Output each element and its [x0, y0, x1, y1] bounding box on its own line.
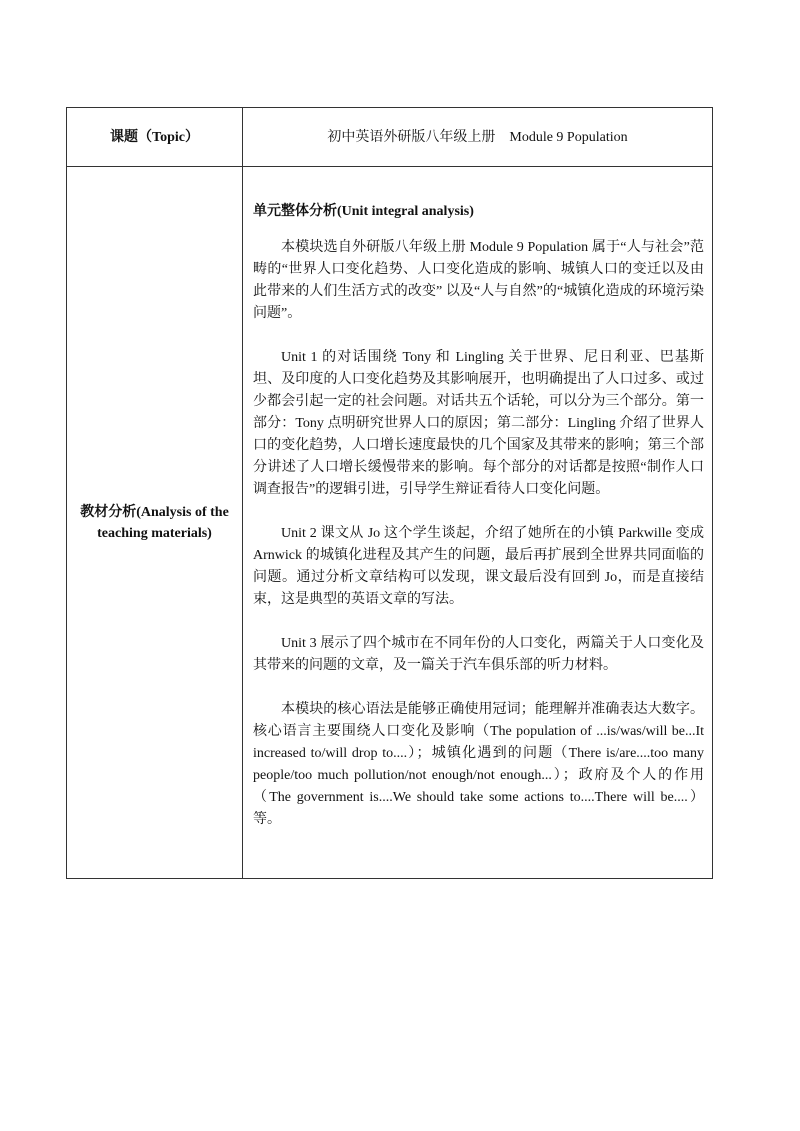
topic-value-cell	[243, 108, 713, 167]
analysis-content-cell	[243, 167, 713, 879]
paragraph-unit-1: Unit 1 的对话围绕 Tony 和 Lingling 关于世界、尼日利亚、巴基斯坦、及印度的人口变化趋势及其影响展开，也明确提出了人口过多、或过少都会引起一定的社会问题。对话共五个话轮，可以分为三个部分。第一部分：Tony 点明研究世界人口的原因；第二部分：Lingling 介绍了世界人口的变化趋势，人口增长速度最快的几个国家及其带来的影响；第三个部分讲述了人口增长缓慢带来的影响。每个部分的对话都是按照“制作人口调查报告”的逻辑引进，引导学生辩证看待人口变化问题。	[253, 350, 704, 497]
analysis-row	[67, 167, 713, 879]
paragraph-unit-2: Unit 2 课文从 Jo 这个学生谈起，介绍了她所在的小镇 Parkwille 变成 Arnwick 的城镇化进程及其产生的问题，最后再扩展到全世界共同面临的问题。通过分析文章结构可以发现，课文最后没有回到 Jo，而是直接结束，这是典型的英语文章的写法。	[253, 526, 704, 607]
topic-label: 课题（Topic）	[110, 129, 199, 145]
analysis-label: 教材分析(Analysis of the teaching materials)	[80, 504, 229, 541]
topic-row	[67, 108, 713, 167]
analysis-label-cell	[67, 167, 243, 879]
section-heading: 单元整体分析(Unit integral analysis)	[253, 204, 474, 219]
lesson-plan-table	[66, 107, 713, 879]
paragraph-unit-3: Unit 3 展示了四个城市在不同年份的人口变化，两篇关于人口变化及其带来的问题的文章，及一篇关于汽车俱乐部的听力材料。	[253, 636, 704, 673]
topic-value: 初中英语外研版八年级上册 Module 9 Population	[327, 129, 628, 145]
paragraph-module-overview: 本模块选自外研版八年级上册 Module 9 Population 属于“人与社会”范畴的“世界人口变化趋势、人口变化造成的影响、城镇人口的变迁以及由此带来的人们生活方式的改变” 以及“人与自然”的“城镇化造成的环境污染问题”。	[253, 240, 704, 321]
topic-label-cell	[67, 108, 243, 167]
paragraph-core-grammar: 本模块的核心语法是能够正确使用冠词；能理解并准确表达大数字。核心语言主要围绕人口变化及影响（The population of ...is/was/will be...It increased to/will drop to....）；城镇化遇到的问题（There is/are....too many people/too much pollution/not enough/not enough...）；政府及个人的作用（The government is....We should take some actions to....There will be....）等。	[253, 702, 704, 827]
analysis-content	[243, 167, 712, 831]
